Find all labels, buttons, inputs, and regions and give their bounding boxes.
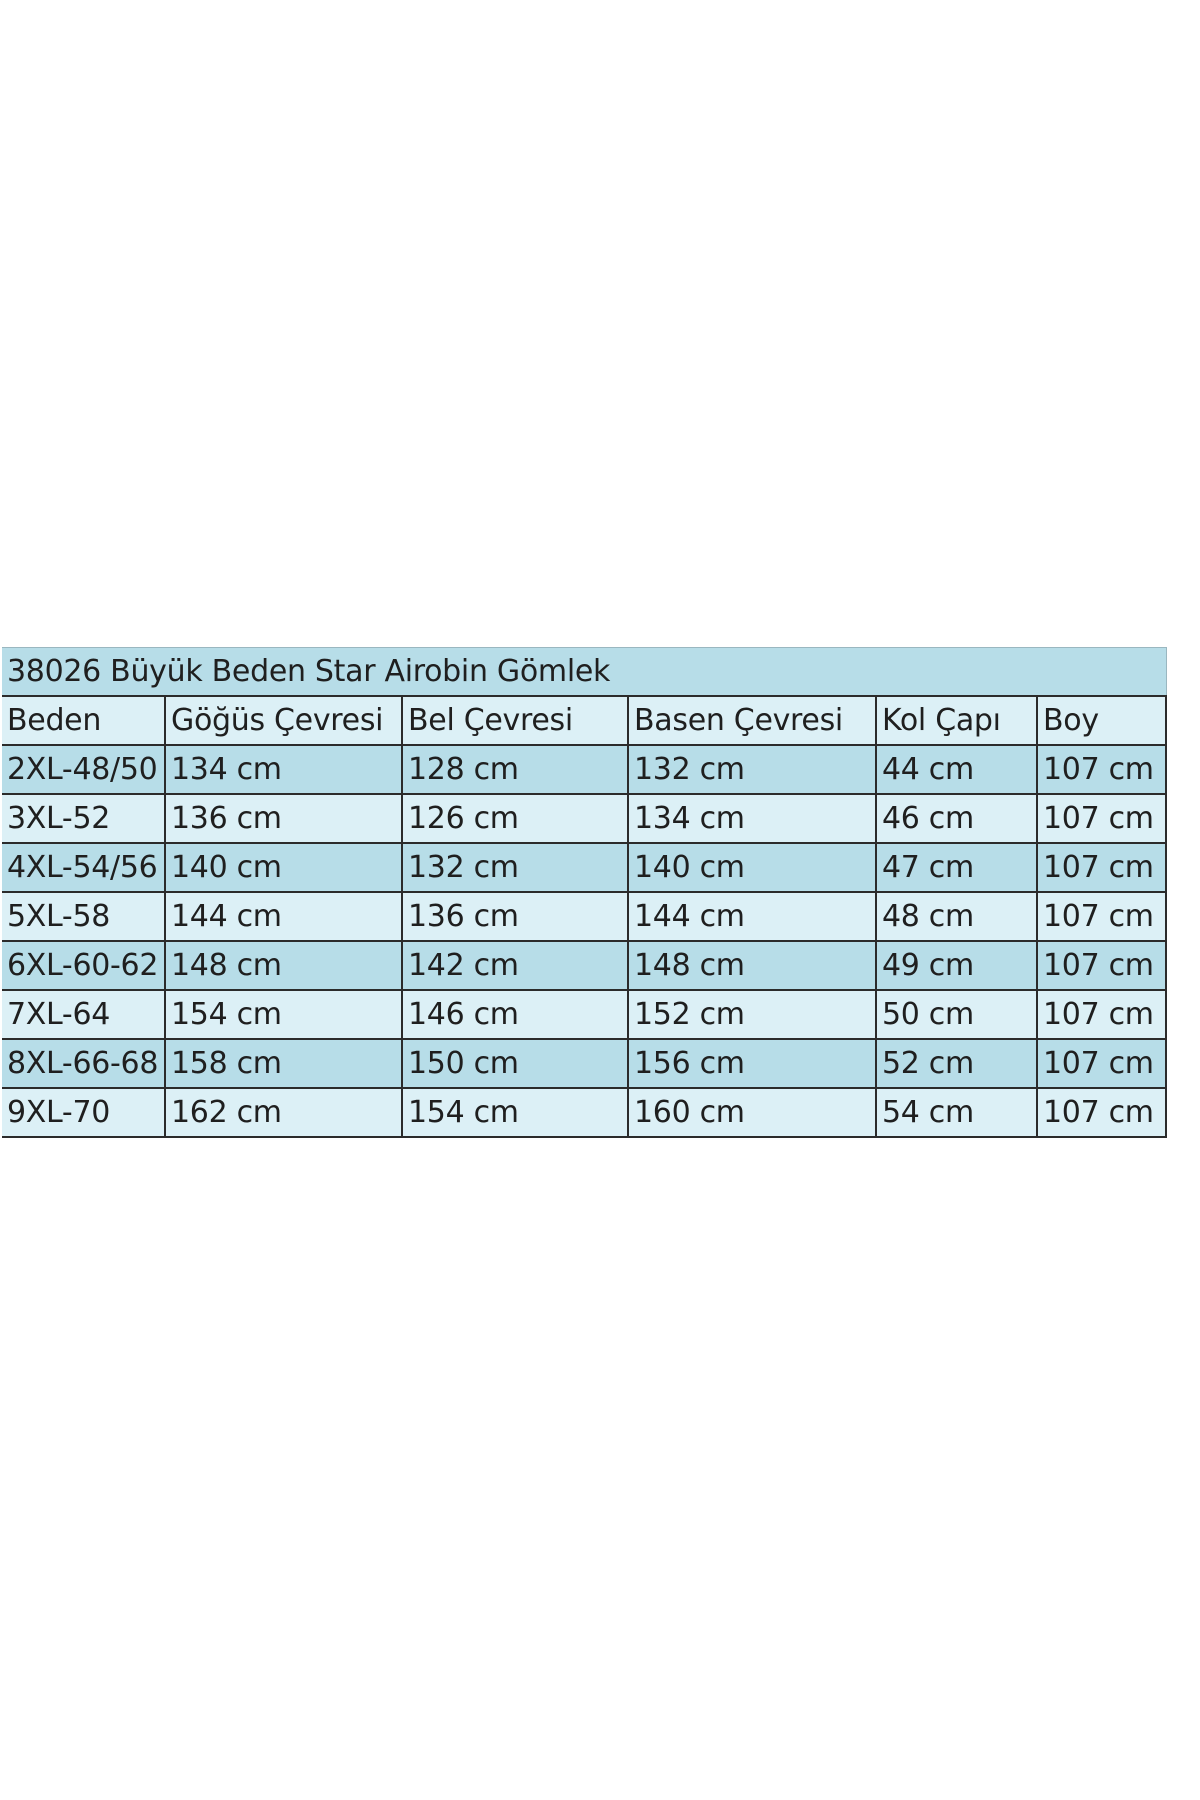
table-row	[2, 1039, 1166, 1088]
cell-basen: 132 cm	[628, 745, 876, 794]
cell-bel: 142 cm	[402, 941, 628, 990]
table-row	[2, 745, 1166, 794]
cell-bel: 128 cm	[402, 745, 628, 794]
size-chart-table	[2, 647, 1167, 1138]
cell-beden: 7XL-64	[2, 990, 165, 1039]
cell-beden: 5XL-58	[2, 892, 165, 941]
table-row	[2, 941, 1166, 990]
table-title-row	[2, 648, 1166, 697]
cell-boy: 107 cm	[1037, 892, 1166, 941]
cell-bel: 154 cm	[402, 1088, 628, 1137]
cell-basen: 144 cm	[628, 892, 876, 941]
header-gogus-cevresi: Göğüs Çevresi	[165, 696, 402, 745]
cell-bel: 132 cm	[402, 843, 628, 892]
cell-bel: 126 cm	[402, 794, 628, 843]
cell-beden: 9XL-70	[2, 1088, 165, 1137]
cell-kol: 47 cm	[876, 843, 1037, 892]
cell-gogus: 134 cm	[165, 745, 402, 794]
cell-beden: 8XL-66-68	[2, 1039, 165, 1088]
cell-gogus: 162 cm	[165, 1088, 402, 1137]
cell-basen: 160 cm	[628, 1088, 876, 1137]
header-kol-capi: Kol Çapı	[876, 696, 1037, 745]
table-row	[2, 843, 1166, 892]
cell-kol: 52 cm	[876, 1039, 1037, 1088]
cell-boy: 107 cm	[1037, 941, 1166, 990]
cell-gogus: 148 cm	[165, 941, 402, 990]
header-beden: Beden	[2, 696, 165, 745]
cell-kol: 50 cm	[876, 990, 1037, 1039]
header-bel-cevresi: Bel Çevresi	[402, 696, 628, 745]
cell-gogus: 136 cm	[165, 794, 402, 843]
table-header-row	[2, 696, 1166, 745]
cell-beden: 4XL-54/56	[2, 843, 165, 892]
cell-boy: 107 cm	[1037, 843, 1166, 892]
cell-beden: 2XL-48/50	[2, 745, 165, 794]
cell-beden: 3XL-52	[2, 794, 165, 843]
cell-kol: 54 cm	[876, 1088, 1037, 1137]
cell-basen: 140 cm	[628, 843, 876, 892]
cell-gogus: 144 cm	[165, 892, 402, 941]
cell-bel: 150 cm	[402, 1039, 628, 1088]
cell-kol: 49 cm	[876, 941, 1037, 990]
cell-basen: 148 cm	[628, 941, 876, 990]
cell-bel: 146 cm	[402, 990, 628, 1039]
cell-boy: 107 cm	[1037, 794, 1166, 843]
table-row	[2, 990, 1166, 1039]
table-row	[2, 794, 1166, 843]
cell-boy: 107 cm	[1037, 745, 1166, 794]
table-row	[2, 1088, 1166, 1137]
table-row	[2, 892, 1166, 941]
header-basen-cevresi: Basen Çevresi	[628, 696, 876, 745]
header-boy: Boy	[1037, 696, 1166, 745]
cell-basen: 152 cm	[628, 990, 876, 1039]
cell-bel: 136 cm	[402, 892, 628, 941]
cell-gogus: 154 cm	[165, 990, 402, 1039]
cell-kol: 46 cm	[876, 794, 1037, 843]
cell-gogus: 140 cm	[165, 843, 402, 892]
cell-beden: 6XL-60-62	[2, 941, 165, 990]
cell-gogus: 158 cm	[165, 1039, 402, 1088]
cell-basen: 156 cm	[628, 1039, 876, 1088]
cell-basen: 134 cm	[628, 794, 876, 843]
cell-kol: 44 cm	[876, 745, 1037, 794]
table-title: 38026 Büyük Beden Star Airobin Gömlek	[2, 648, 1166, 697]
cell-kol: 48 cm	[876, 892, 1037, 941]
cell-boy: 107 cm	[1037, 1039, 1166, 1088]
cell-boy: 107 cm	[1037, 1088, 1166, 1137]
cell-boy: 107 cm	[1037, 990, 1166, 1039]
